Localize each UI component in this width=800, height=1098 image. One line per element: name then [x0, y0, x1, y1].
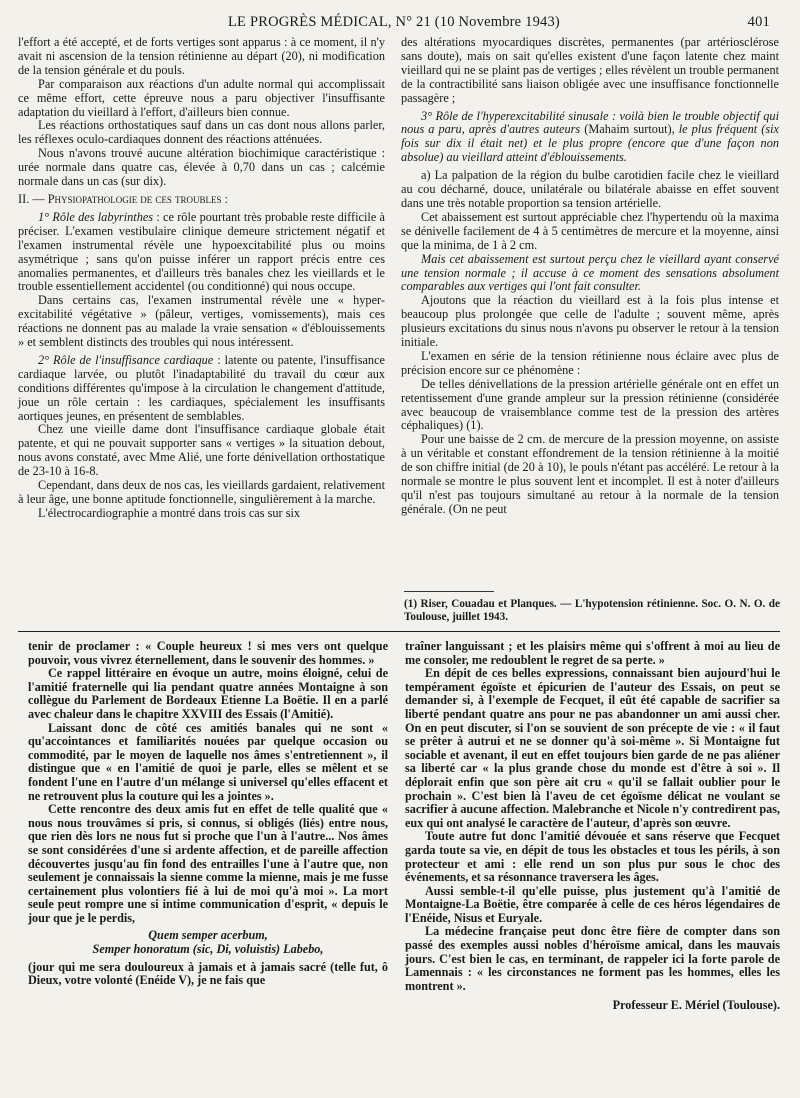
paragraph: traîner languissant ; et les plaisirs même qui s'offrent à moi au lieu de me consoler, me redoublent le regret de sa perte. » — [405, 639, 780, 667]
paragraph: Ajoutons que la réaction du vieillard est à la fois plus intense et beaucoup plus prolongée que celle de l'adulte ; souvent même, après plusieurs excitations du sinus nous n'avons pu observer le retour à la tension initiale. — [401, 293, 779, 350]
paragraph: Chez une vieille dame dont l'insuffisance cardiaque globale était patente, et qui ne pouvait supporter sans « vertiges » la situation debout, nous avons constaté, avec Mme Alié, une forte dénivellation orthostatique de 23-10 à 16-8. — [18, 422, 385, 479]
paragraph: l'effort a été accepté, et de forts vertiges sont apparus : à ce moment, il n'y avait ni ascension de la tension rétinienne au départ (20), ni modification de la tension générale et du pouls. — [18, 35, 385, 77]
paragraph: Cet abaissement est surtout appréciable chez l'hypertendu où la maxima se dénivelle facilement de 4 à 5 centimètres de mercure et la moyenne, ainsi que la minima, de 1 à 2 cm. — [401, 209, 779, 252]
paragraph: Pour une baisse de 2 cm. de mercure de la pression moyenne, on assiste à un véritable et constant effondrement de la tension rétinienne à la moitié de son chiffre initial (de 20 à 10), le pouls n'étant pas accéléré. Le retour à la normale se montre le plus souvent lent et incomplet. Il est à noter d'ailleurs qu'il n'est pas toujours simultané au retour à la normale de la tension générale. (On ne peut — [401, 432, 779, 516]
journal-title: LE PROGRÈS MÉDICAL, N° 21 (10 Novembre 1943) — [228, 14, 560, 30]
paragraph: a) La palpation de la région du bulbe carotidien facile chez le vieillard au cou décharné, douce, unilatérale ou bilatérale abaisse en effet souvent dans une très notable proportion sa tension artérielle. — [401, 168, 779, 210]
paragraph: Mais cet abaissement est surtout perçu chez le vieillard ayant conservé une tension normale ; il accuse à ce moment des sensations absolument comparables aux vertiges qui l'ont fait consulter. — [401, 251, 779, 294]
paragraph: 1° Rôle des labyrinthes : ce rôle pourtant très probable reste difficile à préciser. L'examen vestibulaire clinique demeure strictement négatif et l'examen instrumental révèle une hypoexcitabilité plus ou moins asymétrique ; sans qu'on puisse inférer un rapport précis entre ces anomalies permanentes, et d'ailleurs très banales chez les vieillards et le trouble essentiellement accidentel (ou conditionné) qui nous occupe. — [18, 209, 386, 294]
paragraph: L'électrocardiographie a montré dans trois cas sur six — [38, 505, 301, 520]
paragraph: Ce rappel littéraire en évoque un autre, moins éloigné, celui de l'amitié fraternelle qui lia pendant quatre années Montaigne à son collègue du Parlement de Bordeaux Etienne La Boëtie. Il en a parlé avec chaleur dans le chapitre XXVIII des Essais (l'Amitié). — [28, 666, 388, 721]
running-header — [18, 14, 778, 36]
paragraph: Toute autre fut donc l'amitié dévouée et sans réserve que Fecquet garda toute sa vie, en dépit de tous les obstacles et tous les périls, à son protecteur et ami : elle rend un son plus pur sous le choc des événements, et sa résonnance traversera les âges. — [405, 829, 780, 885]
latin-quote-line: Quem semper acerbum, — [148, 928, 268, 943]
paragraph: Les réactions orthostatiques sauf dans un cas dont nous allons parler, les réflexes oculo-cardiaques donnent des réactions atténuées. — [18, 118, 385, 147]
paragraph: Par comparaison aux réactions d'un adulte normal qui accomplissait ce même effort, cette épreuve nous a paru objectiver l'insuffisante adaptation du vieillard à l'effort, d'ailleurs bien connue. — [18, 76, 385, 119]
column-left-bottom — [28, 640, 388, 988]
section-divider — [18, 631, 780, 632]
footnote: (1) Riser, Couadau et Planques. — L'hypotension rétinienne. Soc. O. N. O. de Toulouse, juillet 1943. — [404, 598, 780, 623]
column-right-bottom — [405, 640, 780, 1013]
paragraph: En dépit de ces belles expressions, connaissant bien aujourd'hui le tempérament égoïste et épicurien de l'auteur des Essais, on peut se demander si, à l'exemple de Fecquet, il eût été capable de sacrifier sa liberté pendant quatre ans pour ne pas abandonner un ami aussi cher. On en peut discuter, si l'on se souvient de son précepte de vie : « il faut se prêter à autrui et ne se donner qu'à soi-même ». Si Montaigne fut sociable et avenant, il eut en effet toujours bien garde de ne pas aliéner sa liberté car « la plus grande chose du monde est d'être à soi ». Il déplorait enfin que son père ait cru « qu'il se fallait oublier pour le prochain ». C'est bien là l'aveu de cet égoïsme délicat ne voulant se sacrifier à aucune affection. Malebranche et Nicole n'y contredirent pas, eux qui ont analysé le caractère de l'auteur, d'après son œuvre. — [405, 666, 780, 830]
paragraph: Laissant donc de côté ces amitiés banales qui ne sont « qu'accointances et familiarités nouées par quelque occasion ou commodité, par le moyen de laquelle nos âmes s'entretiennent », il distingue que « en l'amitié de quoi je parle, elles se mêlent et se fondent l'une en l'autre d'un mélange si universel qu'elles effacent et ne retrouvent plus la couture qui les a jointes ». — [28, 720, 388, 803]
paragraph: Aussi semble-t-il qu'elle puisse, plus justement qu'à l'amitié de Montaigne-La Boëtie, être comparée à celle de ces héros légendaires de l'Enéide, Nisus et Euryale. — [405, 883, 780, 925]
paragraph: tenir de proclamer : « Couple heureux ! si mes vers ont quelque pouvoir, vous vivrez éternellement, dans le souvenir des hommes. » — [28, 639, 388, 667]
paragraph: 3° Rôle de l'hyperexcitabilité sinusale : voilà bien le trouble objectif qui nous a paru, après d'autres auteurs (Mahaim surtout), le plus fréquent (six fois sur dix il était net) et le plus propre (encore que d'une façon non absolue) au vieillard atteint d'éblouissements. — [401, 108, 779, 165]
page-number: 401 — [747, 14, 770, 30]
author-signature: Professeur E. Mériel (Toulouse). — [612, 998, 780, 1013]
paragraph: L'examen en série de la tension rétinienne nous éclaire avec plus de précision encore sur ce phénomène : — [401, 348, 779, 377]
paragraph: Cette rencontre des deux amis fut en effet de telle qualité que « nous nous trouvâmes si pris, si connus, si obligés (liés) entre nous, que rien dès lors ne nous fut si proche que l'un à l'autre... Nos âmes se sont considérées d'une si ardente affection, et de pareille affection découvertes jusqu'au fin fond des entrailles l'une à l'autre que, non seulement je connaissais la sienne comme la mienne, mais je me fusse certainement plus volontiers fié à lui de moi qu'à moi ». La mort seule peut rompre une si intime communication d'esprit, « depuis le jour que je le perdis, — [28, 802, 388, 925]
section-heading: II. — Physiopathologie de ces troubles : — [18, 191, 228, 206]
paragraph: 2° Rôle de l'insuffisance cardiaque : latente ou patente, l'insuffisance cardiaque larvée, ou plutôt l'inadaptabilité du travail du cœur aux conditions différentes qu'impose à la circulation le changement d'attitude, joue un rôle certain : les cardiaques, spécialement les insuffisants aortiques jeunes, en présentent de semblables. — [18, 352, 385, 423]
column-left-top — [18, 36, 385, 521]
paragraph: Dans certains cas, l'examen instrumental révèle une « hyper-excitabilité végétative » (pâleur, vertiges, vomissements), mais ces réactions ne donnent pas au malade la vraie sensation « d'éblouissements » et semblent distincts des troubles qui nous intéressent. — [18, 293, 385, 350]
paragraph: (jour qui me sera douloureux à jamais et à jamais sacré (telle fut, ô Dieux, votre volonté (Enéide V), je ne fais que — [28, 959, 388, 988]
paragraph: La médecine française peut donc être fière de compter dans son passé des exemples aussi nobles d'héroïsme amical, dans les mauvais jours. C'est bien le cas, en terminant, de rappeler ici la forte parole de Lamennais : « les circonstances ne forment pas les hommes, elles les montrent ». — [405, 924, 780, 993]
paragraph: Cependant, dans deux de nos cas, les vieillards gardaient, relativement à leur âge, une bonne aptitude fonctionnelle, singulièrement à la marche. — [18, 478, 385, 506]
paragraph: Nous n'avons trouvé aucune altération biochimique caractéristique : urée normale dans quatre cas, élevée à 0,70 dans un cas ; calcémie normale dans un cas (sur dix). — [18, 146, 385, 189]
paragraph: des altérations myocardiques discrètes, permanentes (par artériosclérose sans doute), mais on sait qu'elles existent d'une façon latente chez maint vieillard qui ne se plaint pas de vertiges ; elles révèlent un trouble permanent de la contractibilité sans liaison obligée avec une insuffisance fonctionnelle passagère ; — [401, 35, 780, 105]
paragraph: De telles dénivellations de la pression artérielle générale ont en effet un retentissement d'une grande ampleur sur la pression rétinienne (considérée avec beaucoup de vraisemblance comme test de la pression des artères céphaliques) (1). — [401, 376, 779, 433]
latin-quote-line: Semper honoratum (sic, Di, voluistis) Labebo, — [92, 942, 324, 957]
footnote-rule — [404, 591, 494, 592]
column-right-top — [401, 36, 779, 517]
